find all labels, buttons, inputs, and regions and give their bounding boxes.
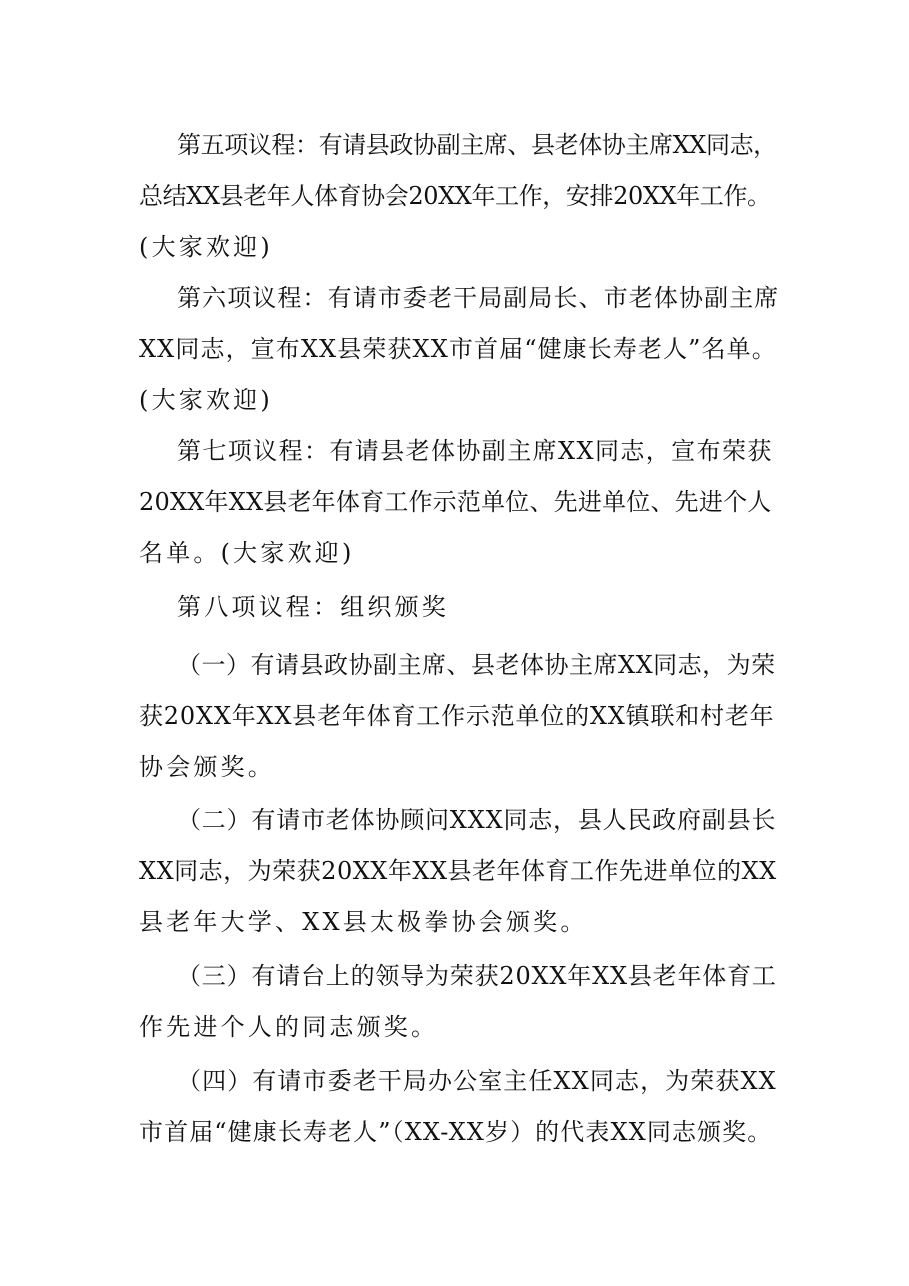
- text-line: （一）有请县政协副主席、县老体协主席XX同志，为荣: [177, 651, 776, 679]
- paragraph-agenda-5: [139, 120, 779, 273]
- text-line: （三）有请台上的领导为荣获20XX年XX县老年体育工: [177, 962, 777, 990]
- text-line: 第五项议程：有请县政协副主席、县老体协主席XX同志，: [177, 131, 777, 159]
- text-line: 第七项议程：有请县老体协副主席XX同志，宣布荣获: [177, 437, 773, 465]
- text-line: （四）有请市委老干局办公室主任XX同志，为荣获XX: [177, 1067, 777, 1095]
- text-line: (大家欢迎): [139, 233, 273, 261]
- text-line: 协会颁奖。: [139, 753, 275, 781]
- text-line: （二）有请市老体协顾问XXX同志，县人民政府副县长: [177, 806, 777, 834]
- text-line: 县老年大学、XX县太极拳协会颁奖。: [139, 908, 588, 936]
- paragraph-agenda-7: [139, 426, 779, 579]
- text-line: 第八项议程：组织颁奖: [177, 593, 449, 621]
- paragraph-award-4: [139, 1056, 779, 1158]
- text-line: 作先进个人的同志颁奖。: [139, 1013, 439, 1041]
- text-line: (大家欢迎): [139, 386, 273, 414]
- text-line: 第六项议程：有请市委老干局副局长、市老体协副主席: [177, 284, 780, 312]
- paragraph-agenda-6: [139, 273, 779, 426]
- paragraph-award-2: [139, 795, 779, 948]
- text-line: 总结XX县老年人体育协会20XX年工作，安排20XX年工作。: [139, 182, 771, 210]
- text-line: 名单。(大家欢迎): [139, 539, 355, 567]
- text-line: 20XX年XX县老年体育工作示范单位、先进单位、先进个人: [139, 488, 772, 516]
- text-line: XX同志，宣布XX县荣获XX市首届“健康长寿老人”名单。: [139, 335, 777, 363]
- text-line: 获20XX年XX县老年体育工作示范单位的XX镇联和村老年: [139, 702, 775, 730]
- text-line: 市首届“健康长寿老人”（XX-XX岁）的代表XX同志颁奖。: [139, 1118, 773, 1146]
- paragraph-award-1: [139, 640, 779, 793]
- paragraph-agenda-8: [139, 582, 779, 633]
- text-line: XX同志，为荣获20XX年XX县老年体育工作先进单位的XX: [139, 857, 777, 885]
- paragraph-award-3: [139, 951, 779, 1053]
